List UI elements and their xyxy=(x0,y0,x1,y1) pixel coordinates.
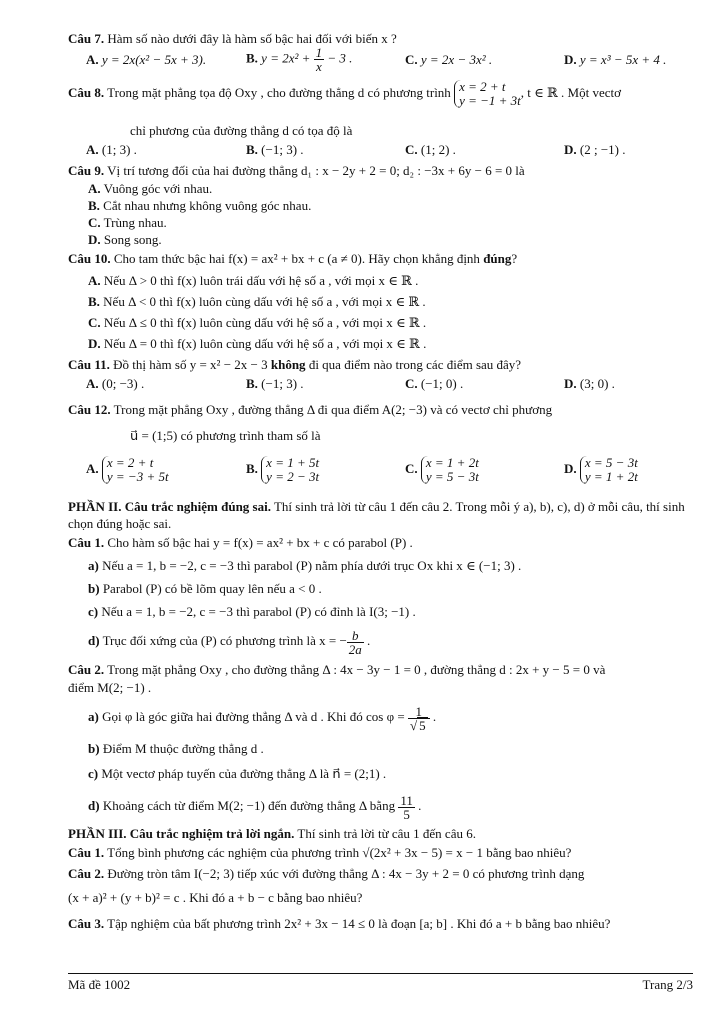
fraction xyxy=(398,794,415,821)
question-label: Câu 1. xyxy=(68,535,105,550)
option-text: y = 2x(x² − 5x + 3). xyxy=(101,52,207,67)
question-label: Câu 9. xyxy=(68,163,105,178)
option-text: (0; −3) . xyxy=(101,376,145,391)
statement-label: d) xyxy=(88,633,100,648)
option-a xyxy=(68,270,693,291)
exam-page xyxy=(68,30,693,937)
option-text: Cắt nhau nhưng không vuông góc nhau. xyxy=(103,198,312,213)
option-text: (1; 2) . xyxy=(420,142,456,157)
section-instructions: Thí sinh trả lời từ câu 1 đến câu 2. Trong mỗi ý a), b), c), d) ở mỗi câu, thí sinh chọn đúng hoặc sai. xyxy=(68,499,685,531)
option-b xyxy=(68,291,693,312)
option-a xyxy=(86,456,169,484)
option-label: C. xyxy=(405,460,418,476)
question-text: Vị trí tương đối của hai đường thẳng d₁ : x − 2y + 2 = 0; d₂ : −3x + 6y − 6 = 0 là xyxy=(107,163,525,178)
option-text: (−1; 3) . xyxy=(261,376,304,391)
question-8 xyxy=(68,80,693,118)
emphasis-text: đúng xyxy=(483,251,512,266)
option-text: Vuông góc với nhau. xyxy=(103,181,213,196)
option-label: C. xyxy=(88,215,101,230)
option-label: D. xyxy=(88,232,101,247)
equation-line: y = 5 − 3t xyxy=(425,469,479,484)
option-label: D. xyxy=(88,336,101,351)
question-text: Trong mặt phẳng tọa độ Oxy , cho đường thẳng d có phương trình xyxy=(107,84,451,100)
option-text: Nếu Δ = 0 thì f(x) luôn cùng dấu với hệ số a , với mọi x ∈ ℝ . xyxy=(103,336,427,351)
question-text: đi qua điểm nào trong các điểm sau đây? xyxy=(305,357,522,372)
part-2-question-1 xyxy=(68,532,693,554)
part-3-header xyxy=(68,825,693,843)
option-label: A. xyxy=(86,460,99,476)
fraction xyxy=(314,46,325,73)
option-text: y = x³ − 5x + 4 . xyxy=(579,52,667,67)
question-text: Trong mặt phẳng Oxy , cho đường thẳng Δ : 4x − 3y − 1 = 0 , đường thẳng d : 2x + y − 5 = 0 và xyxy=(107,662,606,677)
equation-line: y = −1 + 3t xyxy=(459,93,521,108)
question-12-continued xyxy=(68,422,693,450)
part-3-question-2-continued xyxy=(68,885,693,911)
question-10 xyxy=(68,248,693,270)
question-text: Cho hàm số bậc hai y = f(x) = ax² + bx + c có parabol (P) . xyxy=(107,535,413,550)
section-title: PHẦN III. Câu trắc nghiệm trả lời ngắn. xyxy=(68,826,295,841)
equation-system xyxy=(261,456,319,484)
question-11-options xyxy=(68,376,693,398)
denominator: x xyxy=(316,59,322,74)
question-label: Câu 8. xyxy=(68,84,105,100)
option-text: − 3 . xyxy=(324,50,353,66)
statement-text: Điểm M thuộc đường thẳng d . xyxy=(102,741,264,756)
statement-a xyxy=(68,697,693,737)
option-d xyxy=(564,142,626,158)
question-text: u⃗ = (1;5) có phương trình tham số là xyxy=(130,428,321,443)
option-label: C. xyxy=(405,52,418,67)
equation-line: x = 5 − 3t xyxy=(584,455,638,470)
statement-c xyxy=(68,761,693,787)
option-label: B. xyxy=(88,294,100,309)
question-label: Câu 10. xyxy=(68,251,111,266)
equation-line: y = 1 + 2t xyxy=(584,469,638,484)
equation-system xyxy=(580,456,638,484)
statement-text: Nếu a = 1, b = −2, c = −3 thì parabol (P) nằm phía dưới trục Ox khi x ∈ (−1; 3) . xyxy=(102,558,522,573)
page-footer xyxy=(68,973,693,993)
denominator: 2a xyxy=(348,641,362,657)
option-c xyxy=(405,142,456,158)
option-text: Nếu Δ ≤ 0 thì f(x) luôn cùng dấu với hệ số a , với mọi x ∈ ℝ . xyxy=(103,315,427,330)
option-d xyxy=(564,52,666,68)
option-text: Song song. xyxy=(103,232,162,247)
statement-label: c) xyxy=(88,766,99,781)
question-label: Câu 11. xyxy=(68,357,110,372)
statement-label: d) xyxy=(88,798,100,813)
statement-text: Gọi φ là góc giữa hai đường thẳng Δ và d . Khi đó cos φ = xyxy=(102,709,408,724)
option-label: D. xyxy=(564,376,577,391)
exam-code: Mã đề 1002 xyxy=(68,977,131,992)
statement-label: a) xyxy=(88,558,99,573)
statement-text: . xyxy=(429,709,437,724)
statement-text: Khoảng cách từ điểm M(2; −1) đến đường thẳng Δ bằng xyxy=(102,798,399,813)
denominator: 5 xyxy=(403,806,410,822)
statement-text: . xyxy=(414,798,422,813)
option-text: Trùng nhau. xyxy=(103,215,167,230)
option-label: D. xyxy=(564,142,577,157)
option-label: D. xyxy=(564,460,577,476)
statement-text: Nếu a = 1, b = −2, c = −3 thì parabol (P) có đỉnh là I(3; −1) . xyxy=(101,604,416,619)
question-9 xyxy=(68,162,693,180)
statement-b xyxy=(68,737,693,761)
equation-line: y = −3 + 5t xyxy=(106,469,169,484)
option-c xyxy=(405,376,463,392)
equation-line: y = 2 − 3t xyxy=(266,469,320,484)
option-label: C. xyxy=(88,315,101,330)
option-label: C. xyxy=(405,142,418,157)
equation-line: x = 2 + t xyxy=(459,79,506,94)
option-label: A. xyxy=(86,376,99,391)
equation-system xyxy=(421,456,479,484)
option-b xyxy=(246,456,319,484)
option-d xyxy=(564,376,615,392)
option-label: A. xyxy=(86,142,99,157)
statement-c xyxy=(68,600,693,623)
statement-d xyxy=(68,787,693,825)
question-12-options xyxy=(68,450,693,492)
statement-text: Một vectơ pháp tuyến của đường thẳng Δ là n⃗ = (2;1) . xyxy=(101,766,387,781)
statement-label: c) xyxy=(88,604,99,619)
option-c xyxy=(405,456,479,484)
statement-label: a) xyxy=(88,709,99,724)
statement-label: b) xyxy=(88,581,100,596)
numerator: 1 xyxy=(408,705,430,719)
part-3-question-1 xyxy=(68,843,693,863)
option-text: y = 2x − 3x² . xyxy=(420,52,493,67)
option-label: A. xyxy=(88,273,101,288)
equation-system xyxy=(102,456,169,484)
option-text: Nếu Δ > 0 thì f(x) luôn trái dấu với hệ số a , với mọi x ∈ ℝ . xyxy=(103,273,419,288)
statement-a xyxy=(68,554,693,577)
statement-text: Parabol (P) có bề lõm quay lên nếu a < 0 . xyxy=(102,581,322,596)
statement-label: b) xyxy=(88,741,100,756)
question-label: Câu 12. xyxy=(68,402,111,417)
question-8-continued xyxy=(68,122,693,142)
question-label: Câu 2. xyxy=(68,662,105,677)
option-b xyxy=(246,46,352,73)
equation-system xyxy=(454,80,521,108)
part-3-question-3 xyxy=(68,911,693,937)
question-text: (x + a)² + (y + b)² = c . Khi đó a + b − c bằng bao nhiêu? xyxy=(68,890,363,905)
equation-line: x = 2 + t xyxy=(106,455,154,470)
option-text: y = 2x² + xyxy=(261,50,314,66)
option-c xyxy=(68,214,693,231)
option-b xyxy=(246,376,304,392)
option-label: A. xyxy=(88,181,101,196)
question-12 xyxy=(68,398,693,422)
question-11 xyxy=(68,354,693,376)
statement-b xyxy=(68,577,693,600)
option-b xyxy=(68,197,693,214)
option-a xyxy=(86,376,144,392)
question-label: Câu 2. xyxy=(68,866,105,881)
question-label: Câu 7. xyxy=(68,31,105,46)
numerator: 1 xyxy=(315,45,323,60)
option-label: D. xyxy=(564,52,577,67)
option-label: B. xyxy=(88,198,100,213)
statement-text: Trục đối xứng của (P) có phương trình là x = − xyxy=(102,633,347,648)
option-a xyxy=(86,142,137,158)
option-text: (2 ; −1) . xyxy=(579,142,626,157)
question-8-options xyxy=(68,142,693,162)
option-a xyxy=(68,180,693,197)
option-d xyxy=(68,333,693,354)
question-7 xyxy=(68,30,693,50)
section-instructions: Thí sinh trả lời từ câu 1 đến câu 6. xyxy=(294,826,476,841)
option-d xyxy=(68,231,693,248)
denominator: √ 5 xyxy=(409,717,426,733)
option-c xyxy=(68,312,693,333)
question-text: Tập nghiệm của bất phương trình 2x² + 3x − 14 ≤ 0 là đoạn [a; b] . Khi đó a + b bằng bao nhiêu? xyxy=(107,916,611,931)
question-label: Câu 3. xyxy=(68,916,105,931)
radicand: 5 xyxy=(419,717,426,733)
part-3-question-2 xyxy=(68,863,693,885)
option-label: B. xyxy=(246,376,258,391)
question-label: Câu 1. xyxy=(68,845,105,860)
option-text: (1; 3) . xyxy=(101,142,137,157)
section-title: PHẦN II. Câu trắc nghiệm đúng sai. xyxy=(68,499,271,514)
fraction xyxy=(347,629,364,656)
option-text: Nếu Δ < 0 thì f(x) luôn cùng dấu với hệ số a , với mọi x ∈ ℝ . xyxy=(103,294,426,309)
option-b xyxy=(246,142,304,158)
question-text: điểm M(2; −1) . xyxy=(68,680,152,695)
numerator: b xyxy=(347,629,364,643)
option-d xyxy=(564,456,638,484)
part-2-header xyxy=(68,498,693,532)
emphasis-text: không xyxy=(270,357,306,372)
question-text: Đường tròn tâm I(−2; 3) tiếp xúc với đường thẳng Δ : 4x − 3y + 2 = 0 có phương trình dạng xyxy=(107,866,585,881)
equation-line: x = 1 + 5t xyxy=(266,455,320,470)
option-label: B. xyxy=(246,50,258,66)
equation-line: x = 1 + 2t xyxy=(425,455,479,470)
option-text: (−1; 0) . xyxy=(420,376,464,391)
statement-d xyxy=(68,623,693,659)
question-7-options xyxy=(68,45,693,80)
numerator: 11 xyxy=(400,792,413,808)
page-number: Trang 2/3 xyxy=(642,977,693,992)
option-text: (3; 0) . xyxy=(579,376,615,391)
question-text: Cho tam thức bậc hai f(x) = ax² + bx + c (a ≠ 0). Hãy chọn khẳng định xyxy=(113,251,484,266)
question-text: Trong mặt phẳng Oxy , đường thẳng Δ đi qua điểm A(2; −3) và có vectơ chỉ phương xyxy=(113,402,553,417)
question-text: ? xyxy=(511,251,518,266)
question-text: chỉ phương của đường thẳng d có tọa độ là xyxy=(130,123,353,138)
question-text: Tổng bình phương các nghiệm của phương trình √(2x² + 3x − 5) = x − 1 bằng bao nhiêu? xyxy=(107,845,572,860)
option-label: B. xyxy=(246,142,258,157)
option-a xyxy=(86,52,206,68)
statement-text: . xyxy=(363,633,371,648)
part-2-question-2 xyxy=(68,661,693,679)
question-text: , t ∈ ℝ . Một vectơ xyxy=(520,84,622,100)
option-text: (−1; 3) . xyxy=(261,142,304,157)
question-text: Hàm số nào dưới đây là hàm số bậc hai đối với biến x ? xyxy=(107,31,397,46)
option-label: C. xyxy=(405,376,418,391)
question-text: Đồ thị hàm số y = x² − 2x − 3 xyxy=(113,357,271,372)
part-2-question-2-continued xyxy=(68,679,693,697)
option-label: B. xyxy=(246,460,258,476)
option-c xyxy=(405,52,492,68)
option-label: A. xyxy=(86,52,99,67)
fraction xyxy=(408,705,430,732)
